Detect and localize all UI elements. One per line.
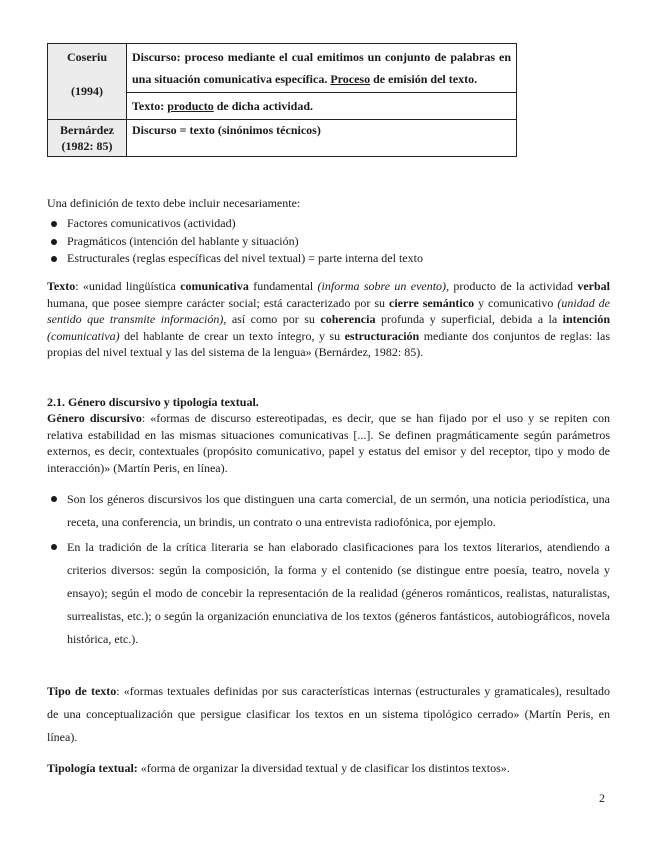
author-year: (1994) — [71, 84, 103, 98]
page-number: 2 — [599, 791, 605, 805]
tipologia-term: Tipología textual: — [47, 761, 138, 775]
tipologia-text: «forma de organizar la diversidad textual y de clasificar los distintos textos». — [137, 761, 510, 775]
texto-definition-tail: de dicha actividad. — [213, 99, 314, 113]
texto-label: Texto: — [132, 99, 168, 113]
discurso-definition-tail: de emisión del texto. — [370, 72, 478, 86]
proceso-underlined: Proceso — [330, 72, 371, 86]
producto-underlined: producto — [167, 99, 214, 113]
list-item: Pragmáticos (intención del hablante y situación) — [47, 233, 610, 251]
synonyms-cell: Discurso = texto (sinónimos técnicos) — [127, 120, 517, 157]
section-heading: 2.1. Género discursivo y tipología textual. — [47, 395, 259, 409]
factors-list — [47, 215, 610, 268]
list-item: En la tradición de la crítica literaria se han elaborado clasificaciones para los textos literarios, atendiendo a criterios diversos: según la composición, la forma y el contenido (se distingue entre poesía, teatro, novela y ensayo); según el modo de concebir la representación de la realidad (géneros románticos, realistas, naturalistas, surrealistas, etc.); o según la organización enunciativa de los textos (géneros fantásticos, autobiográficos, novela histórica, etc.). — [47, 536, 610, 651]
genero-discursivo-paragraph — [47, 410, 610, 476]
genero-text: : «formas de discurso estereotipadas, es decir, que se han fijado por el uso y se repiten con relativa estabilidad en las mismas situaciones comunicativas [...]. Se definen pragmáticamente según parámetros externos, es decir, contextuales (propósito comunicativo, papel y estatus del emisor y del receptor, tipo y modo de interacción)» (Martín Peris, en línea). — [47, 411, 610, 475]
texto-definition-cell — [127, 93, 517, 120]
tipo-text: : «formas textuales definidas por sus características internas (estructurales y gramaticales), resultado de una conceptualización que persigue clasificar los textos en un sistema tipológico cerrado» (Martín Peris, en línea). — [47, 684, 610, 744]
list-item: Factores comunicativos (actividad) — [47, 215, 610, 233]
texto-definition-paragraph: Texto: «unidad lingüística comunicativa fundamental (informa sobre un evento), producto de la actividad verbal humana, que posee siempre carácter social; está caracterizado por su cierre semántico y comunicativo (unidad de sentido que transmite información), así como por su coherencia profunda y superficial, debida a la intención (comunicativa) del hablante de crear un texto íntegro, y su estructuración mediante dos conjuntos de reglas: las propias del nivel textual y las del sistema de la lengua» (Bernárdez, 1982: 85). — [47, 279, 611, 359]
list-item: Estructurales (reglas específicas del nivel textual) = parte interna del texto — [47, 250, 610, 268]
tipologia-paragraph — [47, 758, 610, 778]
examples-list — [47, 488, 610, 651]
author-cell-bernardez — [48, 120, 127, 157]
definitions-table — [47, 43, 517, 157]
discurso-definition-cell — [127, 44, 517, 93]
list-item: Son los géneros discursivos los que distinguen una carta comercial, de un sermón, una noticia periodística, una receta, una conferencia, un brindis, un contrato o una entrevista radiofónica, por ejemplo. — [47, 488, 610, 534]
author2-name: Bernárdez — [60, 123, 114, 137]
tipo-term: Tipo de texto — [47, 684, 117, 698]
author2-year: (1982: 85) — [61, 139, 113, 153]
author-name: Coseriu — [67, 50, 107, 64]
tipo-de-texto-paragraph — [47, 680, 610, 749]
genero-term: Género discursivo — [47, 411, 142, 425]
intro-paragraph: Una definición de texto debe incluir necesariamente: — [47, 196, 301, 210]
author-cell-coseriu — [48, 44, 127, 120]
texto-term: Texto — [47, 279, 76, 293]
discurso-definition-text: Discurso: proceso mediante el cual emitimos un conjunto de palabras en una situación comunicativa específica. — [132, 50, 511, 86]
